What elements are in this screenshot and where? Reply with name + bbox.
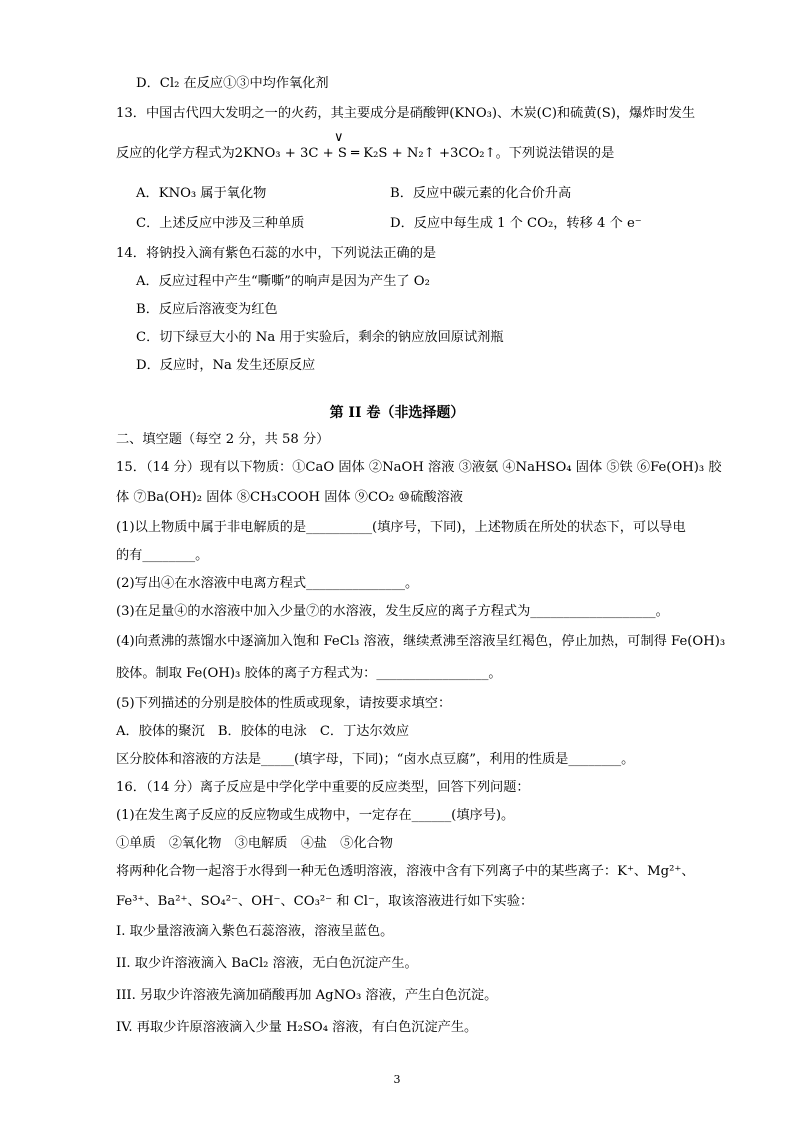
question-15-part-5-blanks: 区分胶体和溶液的方法是_____(填字母，下同)；“卤水点豆腐”，利用的性质是________。 (116, 752, 635, 767)
question-13-equation-line: 反应的化学方程式为2KNO₃ + 3C + S ═ K₂S + N₂↑ +3CO₂↑。下列说法错误的是 (116, 146, 615, 161)
question-15-stem-cont: 体 ⑦Ba(OH)₂ 固体 ⑧CH₃COOH 固体 ⑨CO₂ ⑩硫酸溶液 (116, 490, 463, 505)
question-14-option-c: C．切下绿豆大小的 Na 用于实验后，剩余的钠应放回原试剂瓶 (136, 330, 504, 345)
question-14-stem: 14．将钠投入滴有紫色石蕊的水中，下列说法正确的是 (116, 246, 437, 261)
question-16-context-cont: Fe³⁺、Ba²⁺、SO₄²⁻、OH⁻、CO₃²⁻ 和 Cl⁻，取该溶液进行如下实验： (116, 894, 534, 909)
question-16-stem: 16．（14 分）离子反应是中学化学中重要的反应类型，回答下列问题： (116, 780, 530, 795)
question-15-part-4-cont: 胶体。制取 Fe(OH)₃ 胶体的离子方程式为：_________________。 (116, 666, 502, 681)
question-15-part-5: (5)下列描述的分别是胶体的性质或现象，请按要求填空： (116, 696, 452, 711)
question-14-option-a: A．反应过程中产生“嘶嘶”的响声是因为产生了 O₂ (136, 274, 430, 289)
question-16-part-1-options: ①单质 ②氧化物 ③电解质 ④盐 ⑤化合物 (116, 836, 393, 851)
question-14-option-d: D．反应时，Na 发生还原反应 (136, 358, 316, 373)
question-16-context: 将两种化合物一起溶于水得到一种无色透明溶液，溶液中含有下列离子中的某些离子：K⁺、Mg²⁺、 (116, 864, 695, 879)
question-12-option-d: D．Cl₂ 在反应①③中均作氧化剂 (136, 76, 329, 91)
question-14-option-b: B．反应后溶液变为红色 (136, 302, 278, 317)
section-title: 第 II 卷（非选择题） (329, 405, 465, 421)
question-15-stem: 15．（14 分）现有以下物质：①CaO 固体 ②NaOH 溶液 ③液氨 ④NaHSO₄ 固体 ⑤铁 ⑥Fe(OH)₃ 胶 (116, 460, 722, 475)
heating-mark: ∨ (334, 130, 344, 145)
question-13-option-d: D．反应中每生成 1 个 CO₂，转移 4 个 e⁻ (390, 216, 642, 231)
question-15-part-2: (2)写出④在水溶液中电离方程式_______________。 (116, 576, 419, 591)
question-15-part-4: (4)向煮沸的蒸馏水中逐滴加入饱和 FeCl₃ 溶液，继续煮沸至溶液呈红褐色，停止加热，可制得 Fe(OH)₃ (116, 634, 726, 649)
question-15-part-3: (3)在足量④的水溶液中加入少量⑦的水溶液，发生反应的离子方程式为___________________。 (116, 604, 669, 619)
experiment-4: IV. 再取少许原溶液滴入少量 H₂SO₄ 溶液，有白色沉淀产生。 (116, 1020, 478, 1035)
question-15-part-1-cont: 的有________。 (116, 548, 209, 563)
experiment-3: III. 另取少许溶液先滴加硝酸再加 AgNO₃ 溶液，产生白色沉淀。 (116, 988, 498, 1003)
question-13-option-c: C．上述反应中涉及三种单质 (136, 216, 305, 231)
question-13-stem: 13．中国古代四大发明之一的火药，其主要成分是硝酸钾(KNO₃)、木炭(C)和硫黄(S)，爆炸时发生 (116, 106, 696, 121)
section-instructions: 二、填空题（每空 2 分，共 58 分） (116, 432, 330, 447)
question-15-part-1: (1)以上物质中属于非电解质的是__________(填序号，下同)，上述物质在所处的状态下，可以导电 (116, 520, 686, 535)
experiment-2: II. 取少许溶液滴入 BaCl₂ 溶液，无白色沉淀产生。 (116, 956, 418, 971)
page-number: 3 (393, 1073, 401, 1086)
question-15-part-5-options: A．胶体的聚沉 B．胶体的电泳 C．丁达尔效应 (116, 724, 410, 739)
question-13-option-a: A．KNO₃ 属于氧化物 (136, 186, 267, 201)
question-13-option-b: B．反应中碳元素的化合价升高 (390, 186, 572, 201)
experiment-1: I. 取少量溶液滴入紫色石蕊溶液，溶液呈蓝色。 (116, 924, 394, 939)
question-16-part-1: (1)在发生离子反应的反应物或生成物中，一定存在______(填序号)。 (116, 808, 515, 823)
